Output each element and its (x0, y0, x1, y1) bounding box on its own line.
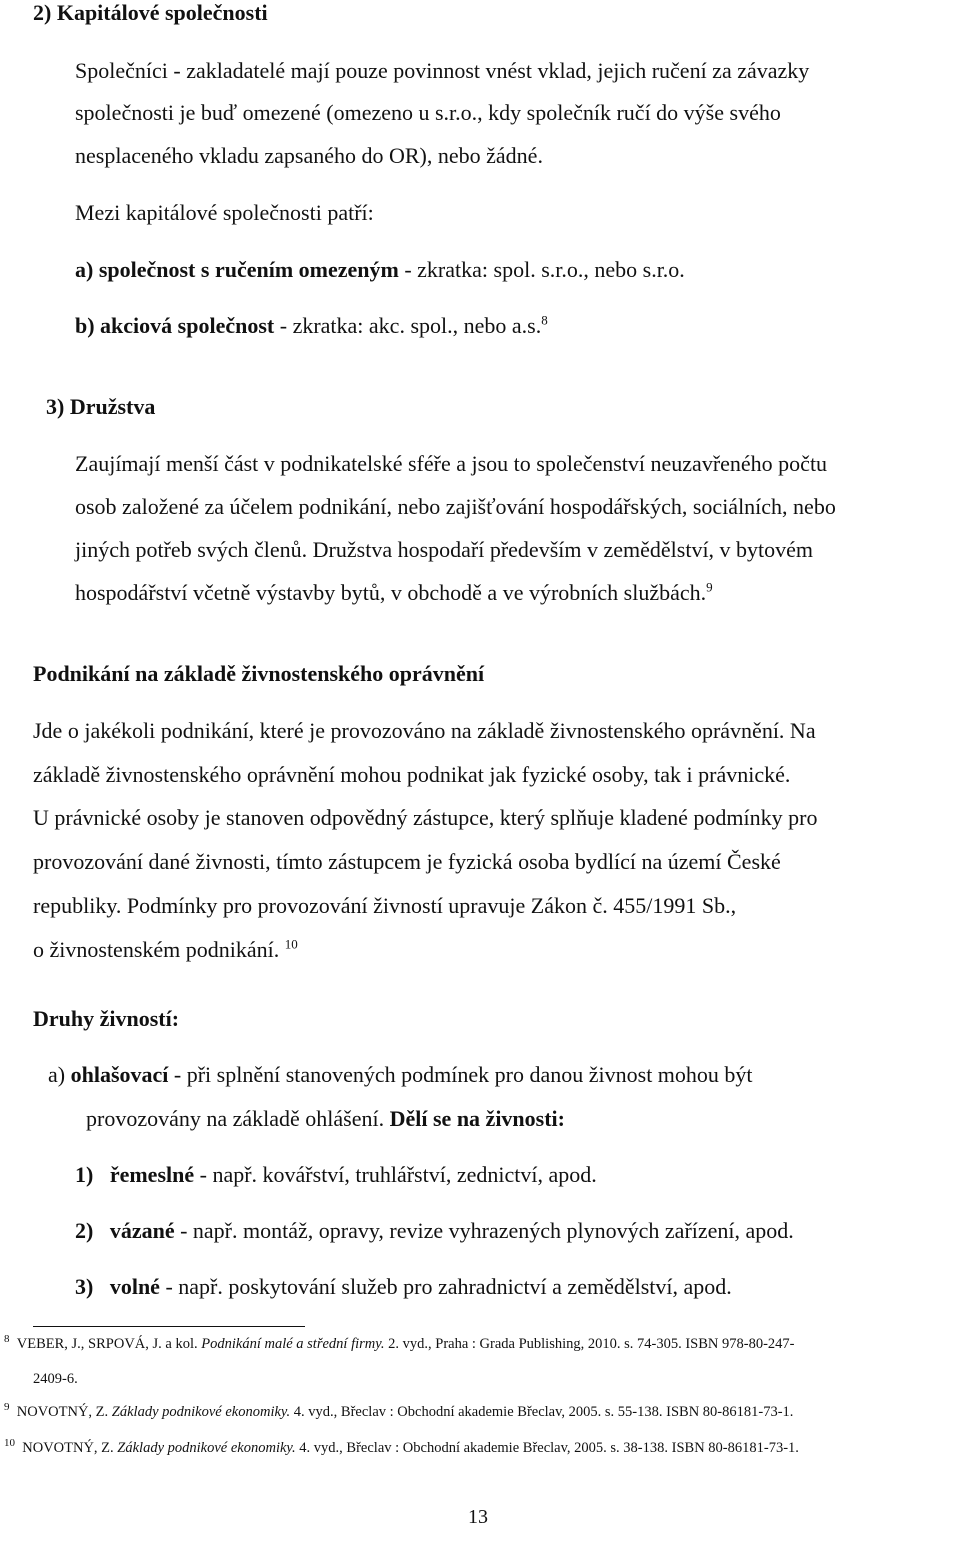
paragraph-line: nesplaceného vkladu zapsaného do OR), nebo žádné. (75, 143, 543, 168)
footnote (4, 1437, 799, 1457)
paragraph-line (75, 580, 713, 606)
footnote (4, 1401, 794, 1421)
section-heading-trade-types: Druhy živností: (33, 1006, 180, 1031)
sub-list-label: řemeslné (109, 1162, 195, 1187)
list-item-label: b) akciová společnost (75, 313, 275, 338)
sub-list-text: - např. montáž, opravy, revize vyhrazených plynových zařízení, apod. (174, 1218, 794, 1243)
list-item (75, 257, 685, 283)
paragraph-text: o živnostenském podnikání. (33, 937, 280, 962)
sub-list-item (75, 1218, 794, 1244)
footnote-text: VEBER, J., SRPOVÁ, J. a kol. (16, 1336, 202, 1352)
paragraph-text: hospodářství včetně výstavby bytů, v obchodě a ve výrobních službách. (75, 580, 707, 605)
sub-list-label: volné (109, 1274, 160, 1299)
footnote-text: 2. vyd., Praha : Grada Publishing, 2010. s. 74-305. ISBN 978-80-247- (384, 1336, 795, 1352)
list-item (75, 313, 548, 339)
list-item-continuation (86, 1106, 565, 1132)
paragraph-line: republiky. Podmínky pro provozování živností upravuje Zákon č. 455/1991 Sb., (33, 893, 737, 918)
footnote-ref: 9 (706, 579, 713, 595)
list-item-text: - při splnění stanovených podmínek pro danou živnost mohou být (168, 1062, 753, 1087)
paragraph-line: společnosti je buď omezené (omezeno u s.r.o., kdy společník ručí do výše svého (75, 100, 781, 125)
sub-list-label: vázané (109, 1218, 175, 1243)
paragraph-line: osob založené za účelem podnikání, nebo zajišťování hospodářských, sociálních, nebo (75, 494, 836, 519)
sub-list-number: 1) (75, 1162, 94, 1187)
list-item (48, 1062, 753, 1088)
footnote-text: 4. vyd., Břeclav : Obchodní akademie Břeclav, 2005. s. 55-138. ISBN 80-86181-73-1. (290, 1404, 794, 1420)
list-intro: Mezi kapitálové společnosti patří: (75, 200, 374, 225)
list-item-text: - zkratka: akc. spol., nebo a.s. (274, 313, 542, 338)
section-heading-trade-licence: Podnikání na základě živnostenského oprávnění (33, 661, 485, 686)
paragraph-line: základě živnostenského oprávnění mohou podnikat jak fyzické osoby, tak i právnické. (33, 762, 791, 787)
sub-list-text: - např. poskytování služeb pro zahradnictví a zemědělství, apod. (159, 1274, 732, 1299)
footnote-continuation: 2409-6. (33, 1371, 78, 1387)
page-number: 13 (468, 1506, 488, 1528)
section-heading-capital-companies: 2) Kapitálové společnosti (33, 0, 268, 25)
paragraph-line (33, 937, 298, 963)
paragraph-line: Jde o jakékoli podnikání, které je provozováno na základě živnostenského oprávnění. Na (33, 718, 816, 743)
footnote-number: 9 (4, 1401, 10, 1414)
list-item-marker: a) (48, 1062, 71, 1087)
footnote-text: 4. vyd., Břeclav : Obchodní akademie Břeclav, 2005. s. 38-138. ISBN 80-86181-73-1. (295, 1440, 799, 1456)
footnote-ref: 10 (284, 936, 298, 952)
list-item-emphasis: Dělí se na živnosti: (389, 1106, 565, 1131)
list-item-text: - zkratka: spol. s.r.o., nebo s.r.o. (398, 257, 685, 282)
list-item-text: provozovány na základě ohlášení. (86, 1106, 390, 1131)
footnote-number: 10 (4, 1437, 15, 1450)
footnote-separator (33, 1326, 305, 1327)
paragraph-line: Společníci - zakladatelé mají pouze povinnost vnést vklad, jejich ručení za závazky (75, 58, 810, 83)
footnote-ref: 8 (541, 312, 548, 328)
list-item-label: a) společnost s ručením omezeným (75, 257, 399, 282)
footnote-text: NOVOTNÝ, Z. (22, 1440, 118, 1456)
footnote (4, 1333, 795, 1353)
sub-list-number: 2) (75, 1218, 94, 1243)
sub-list-text: - např. kovářství, truhlářství, zednictví, apod. (194, 1162, 597, 1187)
sub-list-item (75, 1274, 732, 1300)
section-heading-cooperatives: 3) Družstva (46, 394, 156, 419)
sub-list-number: 3) (75, 1274, 94, 1299)
footnote-number: 8 (4, 1333, 10, 1346)
footnote-title: Základy podnikové ekonomiky. (117, 1440, 296, 1456)
paragraph-line: jiných potřeb svých členů. Družstva hospodaří především v zemědělství, v bytovém (75, 537, 814, 562)
footnote-title: Podnikání malé a střední firmy. (201, 1336, 385, 1352)
paragraph-line: Zaujímají menší část v podnikatelské sféře a jsou to společenství neuzavřeného počtu (75, 451, 828, 476)
footnote-text: NOVOTNÝ, Z. (16, 1404, 112, 1420)
list-item-label: ohlašovací (70, 1062, 169, 1087)
footnote-title: Základy podnikové ekonomiky. (111, 1404, 291, 1420)
paragraph-line: U právnické osoby je stanoven odpovědný zástupce, který splňuje kladené podmínky pro (33, 805, 818, 830)
sub-list-item (75, 1162, 597, 1188)
paragraph-line: provozování dané živnosti, tímto zástupcem je fyzická osoba bydlící na území České (33, 849, 781, 874)
